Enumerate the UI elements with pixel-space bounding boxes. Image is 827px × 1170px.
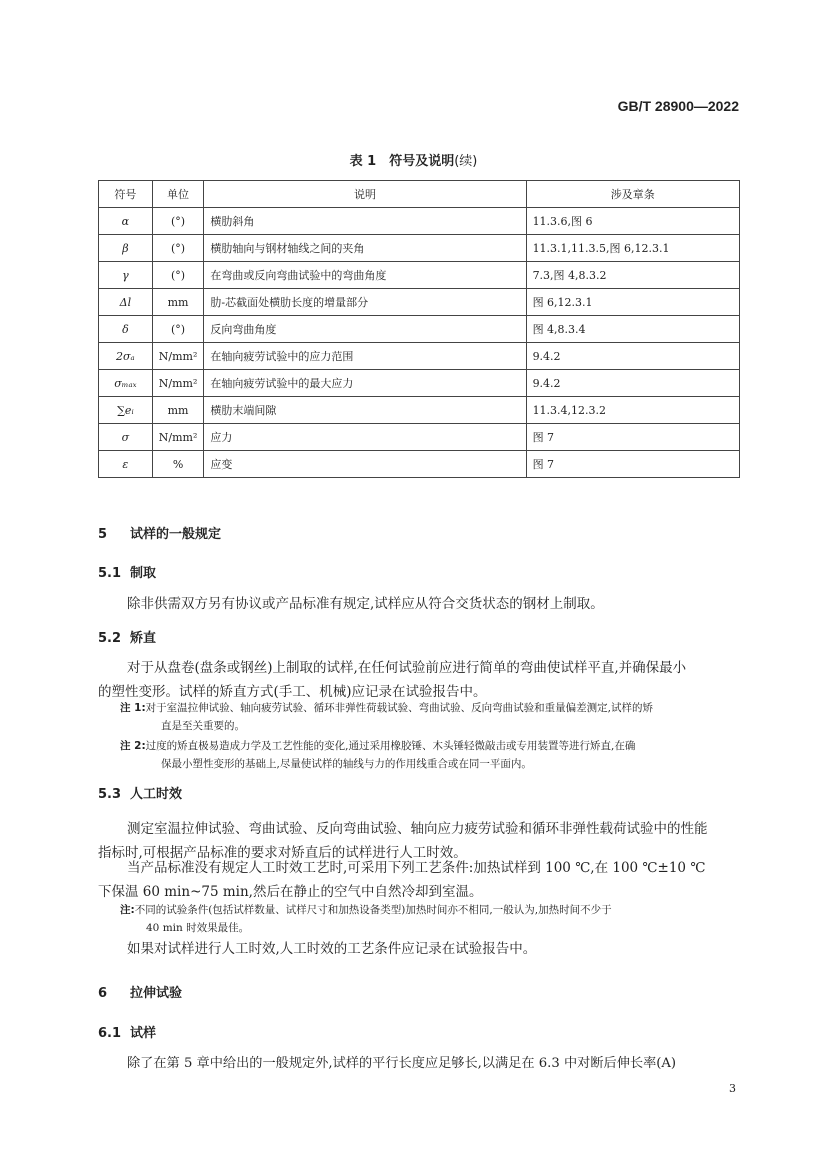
- note-label: 注 2:: [120, 740, 146, 752]
- section-5-2-body: [98, 656, 740, 704]
- section-number: 5: [98, 527, 108, 542]
- description-cell: 横肋轴向与钢材轴线之间的夹角: [204, 235, 526, 262]
- unit-cell: (°): [152, 208, 204, 235]
- reference-cell: 7.3,图 4,8.3.2: [526, 262, 739, 289]
- description-cell: 横肋末端间隙: [204, 397, 526, 424]
- description-cell: 横肋斜角: [204, 208, 526, 235]
- table-row: [99, 343, 740, 370]
- reference-cell: 11.3.6,图 6: [526, 208, 739, 235]
- section-6-heading: [98, 982, 182, 1001]
- note-label: 注:: [120, 904, 135, 916]
- note-line: 保最小塑性变形的基础上,尽量使试样的轴线与力的作用线重合或在同一平面内。: [161, 758, 532, 770]
- section-number: 5.2: [98, 631, 122, 646]
- reference-cell: 11.3.4,12.3.2: [526, 397, 739, 424]
- section-5-3-paragraph-2: [98, 856, 740, 904]
- description-cell: 在轴向疲劳试验中的最大应力: [204, 370, 526, 397]
- table-row: [99, 424, 740, 451]
- note-line: 直是至关重要的。: [161, 720, 245, 732]
- table-row: [99, 262, 740, 289]
- col-header-description: 说明: [204, 181, 526, 208]
- section-title: 制取: [130, 566, 157, 581]
- unit-cell: (°): [152, 316, 204, 343]
- table-row: [99, 451, 740, 478]
- standard-number: GB/T 28900—2022: [617, 98, 739, 114]
- col-header-symbol: 符号: [99, 181, 153, 208]
- paragraph-line: 下保温 60 min~75 min,然后在静止的空气中自然冷却到室温。: [98, 884, 483, 900]
- table-header-row: [99, 181, 740, 208]
- section-title: 试样的一般规定: [130, 527, 222, 542]
- note-line: 不同的试验条件(包括试样数量、试样尺寸和加热设备类型)加热时间亦不相同,一般认为,加热时间不少于: [134, 904, 612, 916]
- description-cell: 反向弯曲角度: [204, 316, 526, 343]
- note-line: 过度的矫直极易造成力学及工艺性能的变化,通过采用橡胶锤、木头锤轻微敲击或专用装置等进行矫直,在确: [145, 740, 636, 752]
- table-row: [99, 235, 740, 262]
- paragraph-line: 对于从盘卷(盘条或钢丝)上制取的试样,在任何试验前应进行简单的弯曲使试样平直,并确保最小: [127, 660, 687, 676]
- section-6-1-body: [98, 1052, 740, 1076]
- page-number: 3: [729, 1082, 736, 1095]
- paragraph-line: 测定室温拉伸试验、弯曲试验、反向弯曲试验、轴向应力疲劳试验和循环非弹性载荷试验中的性能: [127, 821, 708, 837]
- unit-cell: N/mm²: [152, 370, 204, 397]
- table-row: [99, 370, 740, 397]
- paragraph-line: 当产品标准没有规定人工时效工艺时,可采用下列工艺条件:加热试样到 100 ℃,在 100 ℃±10 ℃: [127, 860, 706, 876]
- paragraph-line: 的塑性变形。试样的矫直方式(手工、机械)应记录在试验报告中。: [98, 684, 487, 700]
- table-row: [99, 208, 740, 235]
- table-row: [99, 289, 740, 316]
- note-1: [120, 699, 740, 735]
- reference-cell: 9.4.2: [526, 370, 739, 397]
- symbol-cell: σₘₐₓ: [99, 370, 153, 397]
- unit-cell: (°): [152, 262, 204, 289]
- section-5-3-heading: [98, 783, 182, 802]
- section-5-1-body: [98, 592, 740, 616]
- section-number: 6: [98, 986, 108, 1001]
- unit-cell: N/mm²: [152, 343, 204, 370]
- unit-cell: mm: [152, 289, 204, 316]
- paragraph-line: 指标时,可根据产品标准的要求对矫直后的试样进行人工时效。: [98, 845, 467, 861]
- section-5-2-heading: [98, 627, 156, 646]
- reference-cell: 图 4,8.3.4: [526, 316, 739, 343]
- section-number: 5.3: [98, 787, 122, 802]
- symbol-cell: Δl: [99, 289, 153, 316]
- description-cell: 肋-芯截面处横肋长度的增量部分: [204, 289, 526, 316]
- symbols-table: [98, 180, 740, 478]
- table-title: [0, 150, 827, 169]
- symbol-cell: δ: [99, 316, 153, 343]
- section-6-1-heading: [98, 1022, 156, 1041]
- symbol-cell: σ: [99, 424, 153, 451]
- section-title: 矫直: [130, 631, 157, 646]
- reference-cell: 图 7: [526, 424, 739, 451]
- table-title-continued: (续): [454, 154, 478, 169]
- unit-cell: N/mm²: [152, 424, 204, 451]
- symbol-cell: γ: [99, 262, 153, 289]
- section-number: 6.1: [98, 1026, 122, 1041]
- col-header-unit: 单位: [152, 181, 204, 208]
- table-title-text: 表 1 符号及说明: [349, 154, 455, 169]
- section-number: 5.1: [98, 566, 122, 581]
- symbol-cell: ∑eᵢ: [99, 397, 153, 424]
- symbol-cell: β: [99, 235, 153, 262]
- reference-cell: 11.3.1,11.3.5,图 6,12.3.1: [526, 235, 739, 262]
- reference-cell: 图 7: [526, 451, 739, 478]
- description-cell: 应变: [204, 451, 526, 478]
- note-aging: [120, 901, 740, 937]
- reference-cell: 图 6,12.3.1: [526, 289, 739, 316]
- description-cell: 在弯曲或反向弯曲试验中的弯曲角度: [204, 262, 526, 289]
- table-row: [99, 397, 740, 424]
- note-label: 注 1:: [120, 702, 146, 714]
- note-line: 40 min 时效果最佳。: [146, 922, 250, 934]
- note-2: [120, 737, 740, 773]
- section-title: 试样: [130, 1026, 157, 1041]
- table-row: [99, 316, 740, 343]
- symbol-cell: 2σₐ: [99, 343, 153, 370]
- section-5-1-heading: [98, 562, 156, 581]
- section-5-3-paragraph-3: [98, 937, 740, 961]
- paragraph-text: 除了在第 5 章中给出的一般规定外,试样的平行长度应足够长,以满足在 6.3 中对断后伸长率(A): [127, 1056, 677, 1071]
- col-header-reference: 涉及章条: [526, 181, 739, 208]
- symbol-cell: ε: [99, 451, 153, 478]
- section-5-heading: [98, 523, 221, 542]
- paragraph-text: 除非供需双方另有协议或产品标准有规定,试样应从符合交货状态的钢材上制取。: [127, 596, 604, 612]
- description-cell: 在轴向疲劳试验中的应力范围: [204, 343, 526, 370]
- unit-cell: (°): [152, 235, 204, 262]
- symbol-cell: α: [99, 208, 153, 235]
- unit-cell: %: [152, 451, 204, 478]
- paragraph-text: 如果对试样进行人工时效,人工时效的工艺条件应记录在试验报告中。: [127, 941, 537, 957]
- section-title: 人工时效: [130, 787, 183, 802]
- unit-cell: mm: [152, 397, 204, 424]
- section-title: 拉伸试验: [130, 986, 183, 1001]
- note-line: 对于室温拉伸试验、轴向疲劳试验、循环非弹性荷载试验、弯曲试验、反向弯曲试验和重量偏差测定,试样的矫: [145, 702, 654, 714]
- reference-cell: 9.4.2: [526, 343, 739, 370]
- description-cell: 应力: [204, 424, 526, 451]
